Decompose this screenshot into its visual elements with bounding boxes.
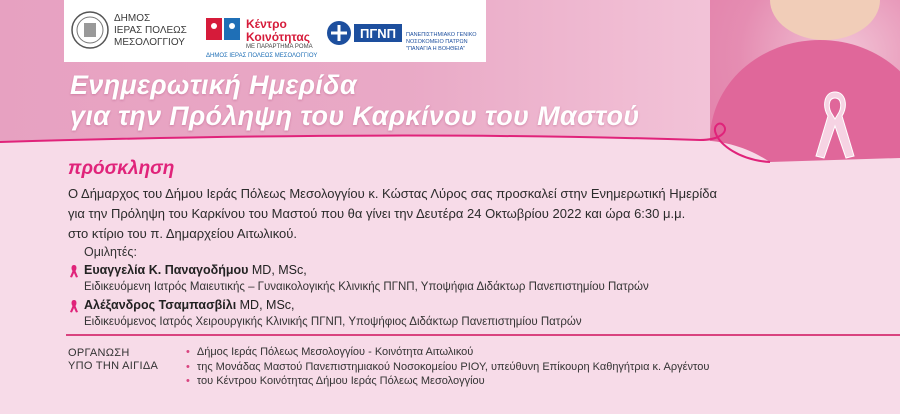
pink-ribbon-icon (68, 299, 80, 313)
community-center-subtitle: ΜΕ ΠΑΡΑΡΤΗΜΑ ΡΟΜΑ (246, 44, 313, 50)
section-divider (66, 334, 900, 336)
title-line-2: για την Πρόληψη του Καρκίνου του Μαστού (70, 101, 640, 131)
community-center-logo-icon (206, 12, 242, 44)
organization-label-line-2: ΥΠΟ ΤΗΝ ΑΙΓΙΔΑ (68, 360, 159, 372)
community-center-title-line-1: Κέντρο (246, 17, 287, 31)
organization-label (68, 347, 158, 373)
hospital-logo-text (406, 32, 477, 53)
pink-ribbon-icon (68, 264, 80, 278)
speaker-1 (68, 263, 307, 278)
organization-item: • του Κέντρου Κοινότητας Δήμου Ιεράς Πόλεως Μεσολογγίου (186, 374, 709, 389)
community-center-title (246, 18, 310, 44)
paragraph-line-1: Ο Δήμαρχος του Δήμου Ιεράς Πόλεως Μεσολογγίου κ. Κώστας Λύρος σας προσκαλεί στην Ενημερωτική Ημερίδα (68, 186, 717, 201)
speaker-2 (68, 298, 295, 313)
speaker-description: Ειδικευόμενη Ιατρός Μαιευτικής – Γυναικολογικής Κλινικής ΠΓΝΠ, Υποψήφια Διδάκτωρ Πανεπιστημίου Πατρών (84, 281, 649, 293)
municipality-seal-icon (70, 10, 110, 50)
speaker-credentials: MD, MSc, (236, 298, 295, 312)
speaker-name: Αλέξανδρος Τσαμπασβίλι (84, 298, 237, 312)
community-center-title-line-2: Κοινότητας (246, 30, 311, 44)
hospital-line-1: ΠΑΝΕΠΙΣΤΗΜΙΑΚΟ ΓΕΝΙΚΟ (406, 32, 477, 38)
hospital-line-2: ΝΟΣΟΚΟΜΕΙΟ ΠΑΤΡΩΝ (406, 39, 468, 45)
municipality-line-3: ΜΕΣΟΛΟΓΓΙΟΥ (114, 37, 185, 48)
title-line-1: Ενημερωτική Ημερίδα (70, 70, 357, 100)
hospital-logo-icon (326, 20, 404, 48)
paragraph-line-3: στο κτίριο του π. Δημαρχείου Αιτωλικού. (68, 226, 297, 241)
community-center-municipality: ΔΗΜΟΣ ΙΕΡΑΣ ΠΟΛΕΩΣ ΜΕΣΟΛΟΓΓΙΟΥ (206, 53, 318, 59)
municipality-logo-text (114, 13, 187, 49)
speaker-credentials: MD, MSc, (248, 263, 307, 277)
municipality-line-1: ΔΗΜΟΣ (114, 13, 151, 24)
speakers-label: Ομιλητές: (84, 245, 137, 259)
organization-item: • της Μονάδας Μαστού Πανεπιστημιακού Νοσοκομείου ΡΙΟΥ, υπεύθυνη Επίκουρη Καθηγήτρια κ. Αργέντου (186, 360, 709, 375)
logo-bar (64, 0, 486, 62)
organization-item: • Δήμος Ιεράς Πόλεως Μεσολογγίου - Κοινότητα Αιτωλικού (186, 345, 709, 360)
page-title (70, 70, 640, 132)
organization-label-line-1: ΟΡΓΑΝΩΣΗ (68, 347, 130, 359)
paragraph-line-2: για την Πρόληψη του Καρκίνου του Μαστού που θα γίνει την Δευτέρα 24 Οκτωβρίου 2022 και ώρα 6:30 μ.μ. (68, 206, 686, 221)
organization-list (186, 345, 709, 389)
speaker-name: Ευαγγελία Κ. Παναγοδήμου (84, 263, 249, 277)
hospital-line-3: "ΠΑΝΑΓΙΑ Η ΒΟΗΘΕΙΑ" (406, 46, 466, 52)
invitation-heading: πρόσκληση (68, 158, 175, 179)
municipality-line-2: ΙΕΡΑΣ ΠΟΛΕΩΣ (114, 25, 187, 36)
speaker-description: Ειδικευόμενος Ιατρός Χειρουργικής Κλινικής ΠΓΝΠ, Υποψήφιος Διδάκτωρ Πανεπιστημίου Πατρών (84, 316, 582, 328)
invitation-paragraph (68, 184, 868, 244)
hero-face (770, 0, 880, 40)
hospital-abbreviation: ΠΓΝΠ (360, 26, 396, 41)
